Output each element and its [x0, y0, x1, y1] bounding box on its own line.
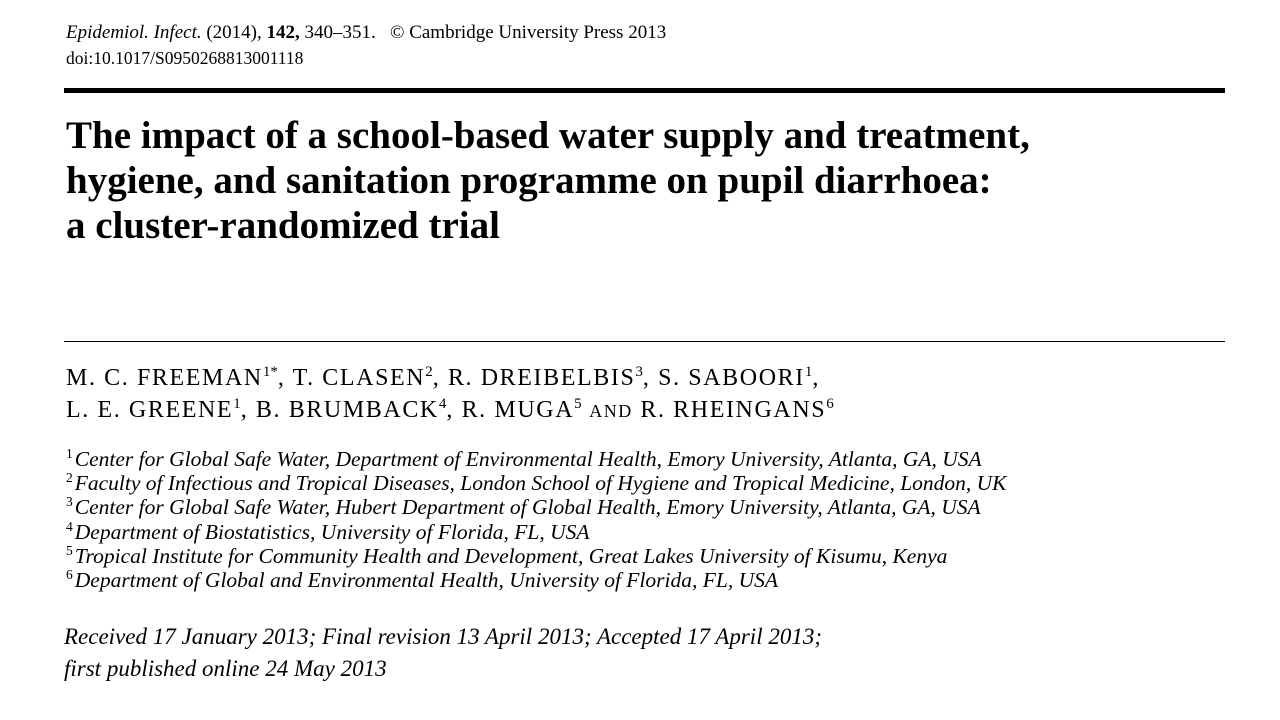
author-name: R. MUGA — [461, 397, 575, 423]
received-revised-accepted-dates: Received 17 January 2013; Final revision 13 April 2013; Accepted 17 April 2013; — [64, 624, 822, 649]
affiliation-text: Center for Global Safe Water, Hubert Department of Global Health, Emory University, Atlanta, GA, USA — [74, 495, 981, 520]
affiliation-number: 1 — [66, 446, 73, 461]
title-rule — [64, 341, 1225, 342]
title-line: a cluster-randomized trial — [66, 204, 500, 247]
affiliation-text: Department of Biostatistics, University of Florida, FL, USA — [74, 519, 590, 544]
affiliation-text: Tropical Institute for Community Health and Development, Great Lakes University of Kisumu, Kenya — [74, 543, 948, 568]
journal-volume: 142, — [266, 22, 300, 43]
author-separator: , — [642, 365, 659, 391]
author-affiliation-mark: 6 — [826, 396, 834, 412]
journal-name: Epidemiol. Infect. — [66, 22, 202, 43]
copyright-notice: © Cambridge University Press 2013 — [390, 22, 667, 43]
journal-pages: 340–351. — [304, 22, 376, 43]
title-line: hygiene, and sanitation programme on pupil diarrhoea: — [66, 159, 992, 202]
affiliation — [66, 520, 1226, 544]
author-separator: , — [812, 365, 820, 391]
affiliation-number: 2 — [66, 470, 73, 486]
author-name: L. E. GREENE — [66, 397, 234, 423]
doi: doi:10.1017/S0950268813001118 — [66, 48, 304, 68]
author-line — [66, 362, 1216, 394]
author-separator: , — [240, 397, 256, 423]
affiliation-text: Department of Global and Environmental Health, University of Florida, FL, USA — [74, 568, 779, 593]
affiliation — [66, 447, 1226, 471]
author-affiliation-mark: 3 — [635, 364, 643, 380]
author-affiliation-mark: 4 — [438, 396, 447, 412]
author-name: R. DREIBELBIS — [447, 365, 636, 391]
affiliation — [66, 568, 1226, 592]
affiliation-list — [66, 447, 1226, 592]
author-affiliation-mark: 5 — [574, 396, 582, 412]
affiliation — [66, 495, 1226, 519]
affiliation — [66, 544, 1226, 568]
author-list — [66, 362, 1216, 427]
affiliation-number: 3 — [66, 494, 73, 510]
journal-citation — [66, 22, 666, 44]
journal-year: (2014), — [206, 22, 262, 43]
publication-history — [64, 621, 1214, 685]
author-affiliation-mark: 1 — [233, 396, 241, 412]
author-separator: , — [277, 365, 293, 391]
affiliation-number: 5 — [66, 542, 73, 558]
affiliation-text: Center for Global Safe Water, Department of Environmental Health, Emory University, Atlanta, GA, USA — [74, 447, 982, 471]
author-separator: , — [432, 365, 448, 391]
header-rule — [64, 88, 1225, 93]
author-affiliation-mark: 2 — [425, 364, 433, 380]
author-name: R. RHEINGANS — [640, 397, 827, 423]
affiliation — [66, 471, 1226, 495]
author-conjunction: AND — [589, 401, 633, 421]
author-name: S. SABOORI — [658, 365, 805, 391]
published-online-date: first published online 24 May 2013 — [64, 656, 387, 681]
article-title — [66, 113, 1186, 248]
affiliation-number: 6 — [66, 567, 73, 583]
author-name: T. CLASEN — [292, 365, 426, 391]
title-line: The impact of a school-based water supply and treatment, — [66, 114, 1030, 157]
author-name: M. C. FREEMAN — [66, 365, 263, 391]
author-line — [66, 394, 1216, 427]
author-affiliation-mark: 1 — [804, 364, 813, 380]
author-separator: , — [446, 397, 462, 423]
author-name: B. BRUMBACK — [255, 397, 439, 423]
author-affiliation-mark: 1* — [262, 364, 278, 380]
affiliation-text: Faculty of Infectious and Tropical Diseases, London School of Hygiene and Tropical Medicine, London, UK — [74, 471, 1007, 496]
affiliation-number: 4 — [66, 518, 73, 534]
